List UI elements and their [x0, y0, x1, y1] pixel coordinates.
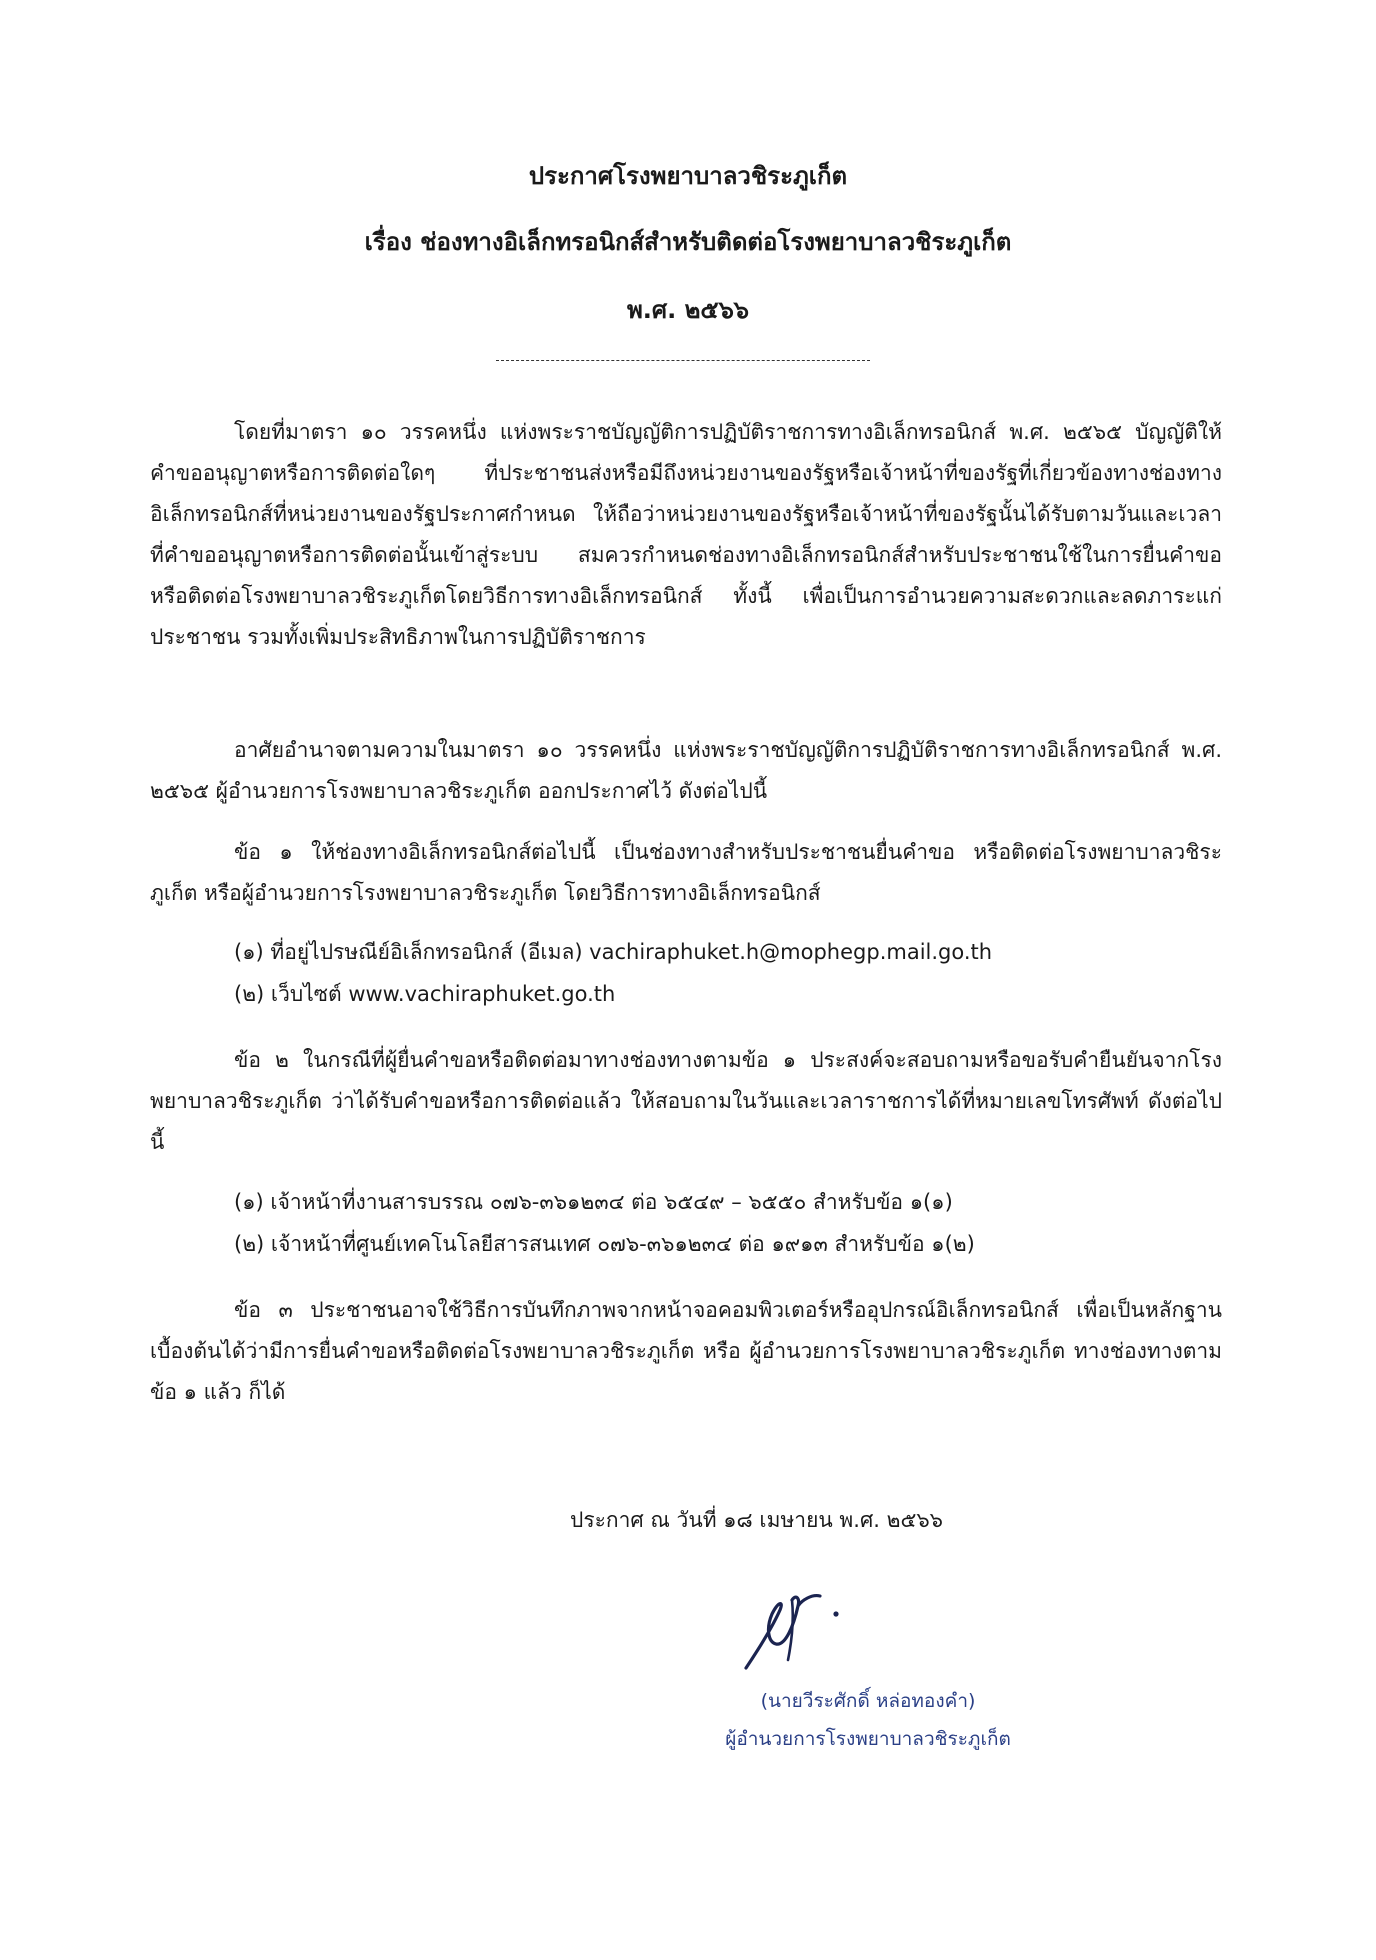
dashed-divider	[496, 360, 870, 361]
clause-2-item-records: (๑) เจ้าหน้าที่งานสารบรรณ ๐๗๖-๓๖๑๒๓๔ ต่อ ๖๕๔๙ – ๖๕๕๐ สำหรับข้อ ๑(๑)	[234, 1190, 953, 1214]
clause-2-item-it-center: (๒) เจ้าหน้าที่ศูนย์เทคโนโลยีสารสนเทศ ๐๗๖-๓๖๑๒๓๔ ต่อ ๑๙๑๓ สำหรับข้อ ๑(๒)	[234, 1232, 975, 1256]
signer-title: ผู้อำนวยการโรงพยาบาลวชิระภูเก็ต	[725, 1728, 1011, 1750]
preamble-paragraph: โดยที่มาตรา ๑๐ วรรคหนึ่ง แห่งพระราชบัญญัติการปฏิบัติราชการทางอิเล็กทรอนิกส์ พ.ศ. ๒๕๖๕ บัญญัติให้คำขออนุญาตหรือการติดต่อใดๆ ที่ประชาชนส่งหรือมีถึงหน่วยงานของรัฐหรือเจ้าหน้าที่ของรัฐที่เกี่ยวข้องทางช่องทางอิเล็กทรอนิกส์ที่หน่วยงานของรัฐประกาศกำหนด ให้ถือว่าหน่วยงานของรัฐหรือเจ้าหน้าที่ของรัฐนั้นได้รับตามวันและเวลาที่คำขออนุญาตหรือการติดต่อนั้นเข้าสู่ระบบ สมควรกำหนดช่องทางอิเล็กทรอนิกส์สำหรับประชาชนใช้ในการยื่นคำขอ หรือติดต่อโรงพยาบาลวชิระภูเก็ตโดยวิธีการทางอิเล็กทรอนิกส์ ทั้งนี้ เพื่อเป็นการอำนวยความสะดวกและลดภาระแก่ประชาชน รวมทั้งเพิ่มประสิทธิภาพในการปฏิบัติราชการ	[150, 420, 1222, 649]
authority-paragraph: อาศัยอำนาจตามความในมาตรา ๑๐ วรรคหนึ่ง แห่งพระราชบัญญัติการปฏิบัติราชการทางอิเล็กทรอนิกส์ พ.ศ. ๒๕๖๕ ผู้อำนวยการโรงพยาบาลวชิระภูเก็ต ออกประกาศไว้ ดังต่อไปนี้	[150, 738, 1222, 803]
clause-1-item-email: (๑) ที่อยู่ไปรษณีย์อิเล็กทรอนิกส์ (อีเมล) vachiraphuket.h@mophegp.mail.go.th	[234, 940, 993, 964]
clause-1: ข้อ ๑ ให้ช่องทางอิเล็กทรอนิกส์ต่อไปนี้ เป็นช่องทางสำหรับประชาชนยื่นคำขอ หรือติดต่อโรงพยาบาลวชิระภูเก็ต หรือผู้อำนวยการโรงพยาบาลวชิระภูเก็ต โดยวิธีการทางอิเล็กทรอนิกส์	[150, 840, 1222, 905]
clause-3: ข้อ ๓ ประชาชนอาจใช้วิธีการบันทึกภาพจากหน้าจอคอมพิวเตอร์หรืออุปกรณ์อิเล็กทรอนิกส์ เพื่อเป็นหลักฐานเบื้องต้นได้ว่ามีการยื่นคำขอหรือติดต่อโรงพยาบาลวชิระภูเก็ต หรือ ผู้อำนวยการโรงพยาบาลวชิระภูเก็ต ทางช่องทางตามข้อ ๑ แล้ว ก็ได้	[150, 1298, 1222, 1404]
announcement-date: ประกาศ ณ วันที่ ๑๘ เมษายน พ.ศ. ๒๕๖๖	[570, 1508, 944, 1532]
announcement-subject: เรื่อง ช่องทางอิเล็กทรอนิกส์สำหรับติดต่อโรงพยาบาลวชิระภูเก็ต	[364, 228, 1012, 256]
clause-1-item-website: (๒) เว็บไซต์ www.vachiraphuket.go.th	[234, 982, 616, 1006]
announcement-year: พ.ศ. ๒๕๖๖	[626, 296, 750, 324]
clause-2: ข้อ ๒ ในกรณีที่ผู้ยื่นคำขอหรือติดต่อมาทางช่องทางตามข้อ ๑ ประสงค์จะสอบถามหรือขอรับคำยืนยันจากโรงพยาบาลวชิระภูเก็ต ว่าได้รับคำขอหรือการติดต่อแล้ว ให้สอบถามในวันและเวลาราชการได้ที่หมายเลขโทรศัพท์ ดังต่อไปนี้	[150, 1048, 1222, 1154]
announcement-title: ประกาศโรงพยาบาลวชิระภูเก็ต	[528, 162, 848, 190]
signer-name: (นายวีระศักดิ์ หล่อทองคำ)	[760, 1690, 976, 1712]
handwritten-signature	[728, 1580, 878, 1680]
